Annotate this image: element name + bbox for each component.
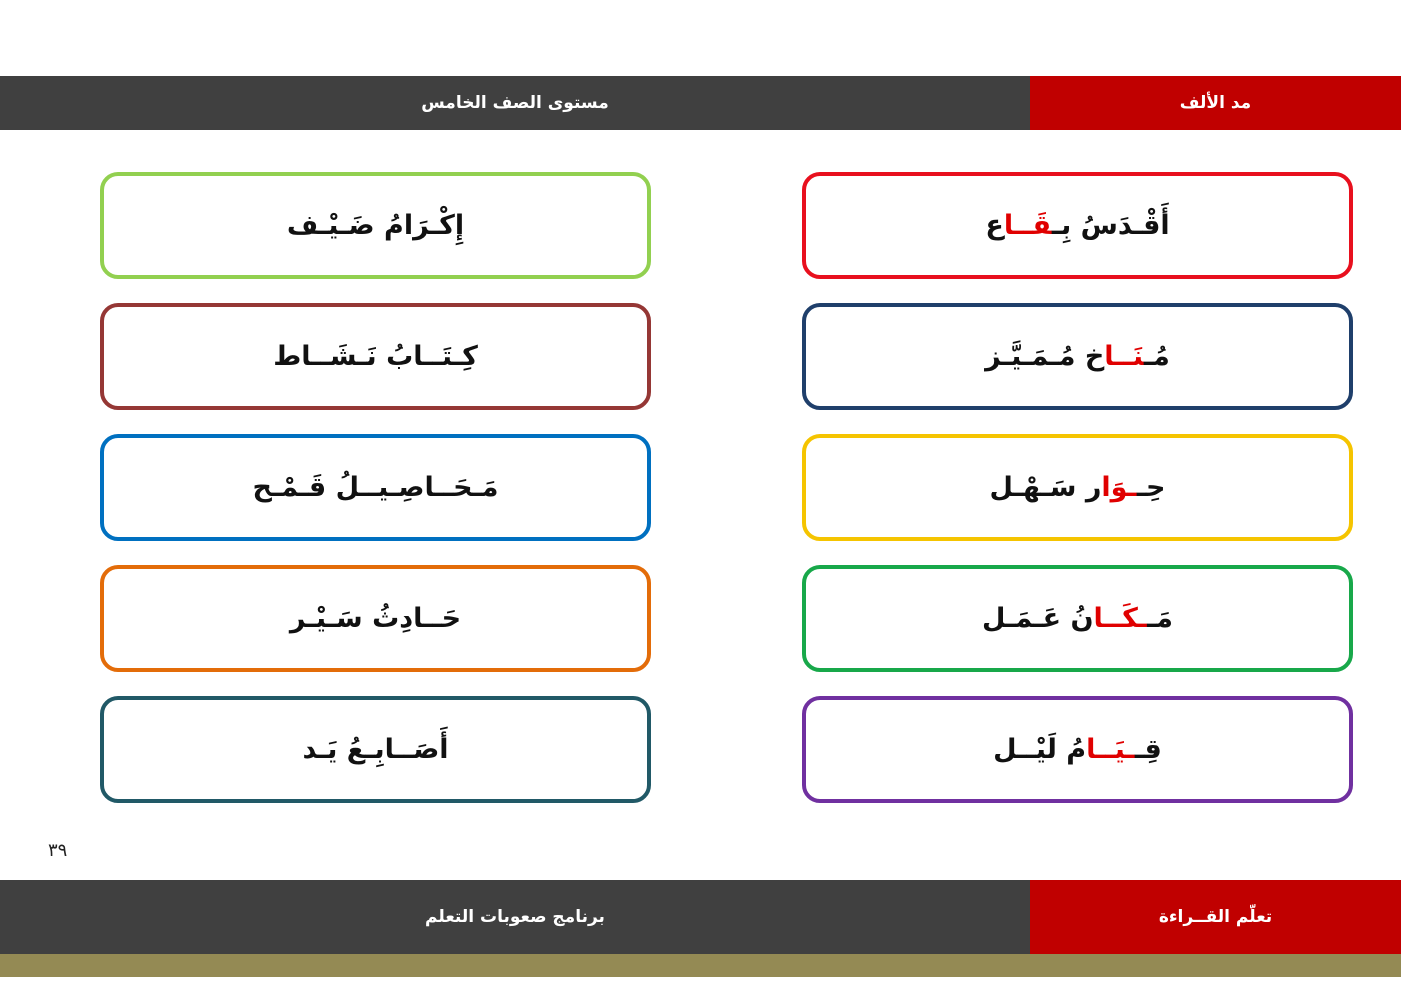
word-card xyxy=(802,172,1353,279)
word-text: مَـحَــاصِـيــلُ قَـمْـح xyxy=(252,472,499,503)
word-text: أَقْـدَسُ بِـقَــاع xyxy=(985,210,1170,241)
header-title-section xyxy=(1030,76,1401,130)
page-number: ٣٩ xyxy=(48,840,68,861)
word-card xyxy=(100,434,651,541)
word-text: حِــوَار سَـهْـل xyxy=(989,472,1166,503)
word-card xyxy=(802,434,1353,541)
word-card xyxy=(802,565,1353,672)
word-text: مَــكَــانُ عَـمَـل xyxy=(981,603,1174,634)
highlighted-syllable: ـيَــا xyxy=(1086,734,1135,765)
lesson-title: مد الألف xyxy=(1179,93,1252,113)
footer-stripe xyxy=(0,954,1401,977)
highlighted-syllable: قَــا xyxy=(1003,210,1052,241)
word-text: أَصَــابِـعُ يَـد xyxy=(302,734,449,765)
word-card xyxy=(100,303,651,410)
footer-bar xyxy=(0,880,1401,954)
footer-program-section xyxy=(0,880,1030,954)
highlighted-syllable: ـكَــا xyxy=(1093,603,1148,634)
highlighted-syllable: ـوَا xyxy=(1101,472,1137,503)
word-card xyxy=(100,565,651,672)
word-card xyxy=(802,696,1353,803)
word-card xyxy=(100,696,651,803)
header-level-section xyxy=(0,76,1030,130)
book-title: تعلّم القــراءة xyxy=(1158,907,1273,927)
word-text: إِكْـرَامُ ضَـيْـف xyxy=(286,210,465,241)
word-card xyxy=(802,303,1353,410)
right-word-column xyxy=(802,172,1353,827)
program-label: برنامج صعوبات التعلم xyxy=(425,907,605,927)
footer-title-section xyxy=(1030,880,1401,954)
header-bar xyxy=(0,76,1401,130)
grade-level-label: مستوى الصف الخامس xyxy=(421,93,609,113)
left-word-column xyxy=(100,172,651,827)
word-text: حَــادِثُ سَـيْـر xyxy=(289,603,462,634)
word-card xyxy=(100,172,651,279)
highlighted-syllable: نَــا xyxy=(1104,341,1144,372)
word-text: قِــيَــامُ لَيْــل xyxy=(993,734,1162,765)
word-text: مُـنَــاخ مُـمَـيَّـز xyxy=(985,341,1170,372)
word-text: كِـتَــابُ نَـشَــاط xyxy=(273,341,478,372)
